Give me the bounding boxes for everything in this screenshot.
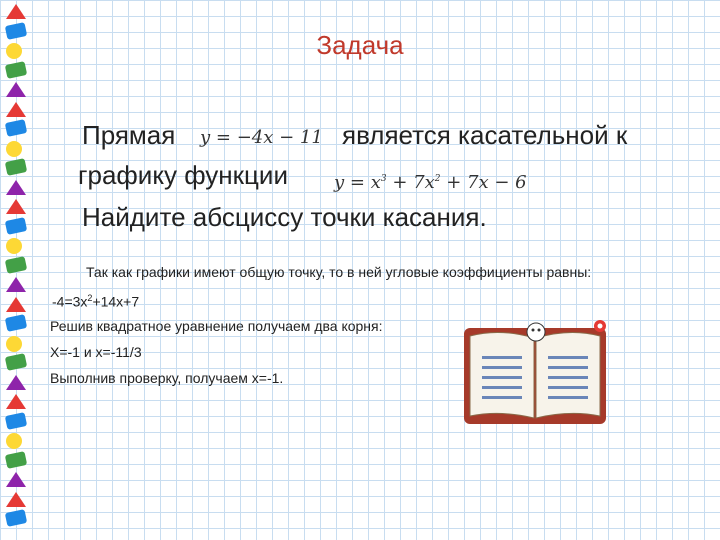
decorative-shape [6,199,26,214]
solution-roots: X=-1 и x=-11/3 [50,344,142,360]
function-formula: $y = x^3 + 7x^2 + 7x - 6$ [334,172,527,193]
decorative-shape [5,217,27,235]
decorative-shape [6,4,26,19]
decorative-shape [6,472,26,487]
decorative-shape [6,375,26,390]
decorative-shape [6,394,26,409]
solution-answer: Выполнив проверку, получаем x=-1. [50,370,284,386]
decorative-shape [6,277,26,292]
page-title: Задача [316,30,404,60]
statement-line3: Найдите абсциссу точки касания. [82,202,487,232]
decorative-shape-strip [0,0,36,540]
solution-intro: Так как графики имеют общую точку, то в ней угловые коэффициенты равны: [86,264,592,280]
decorative-shape [5,119,27,137]
decorative-shape [6,238,22,254]
statement-line1-word: Прямая [82,120,176,150]
solution-equation: $-4=3x^2+14x+7$ [52,293,140,310]
decorative-shape [5,61,27,79]
decorative-shape [6,82,26,97]
decorative-shape [5,412,27,430]
decorative-shape [6,433,22,449]
decorative-shape [5,509,27,527]
decorative-shape [5,314,27,332]
decorative-shape [6,102,26,117]
decorative-shape [6,180,26,195]
decorative-shape [6,336,22,352]
decorative-shape [6,297,26,312]
statement-line1-tail: является касательной к [342,120,628,150]
solution-step2: Решив квадратное уравнение получаем два корня: [50,318,383,334]
decorative-shape [6,492,26,507]
decorative-shape [5,158,27,176]
open-book-icon [460,318,610,428]
decorative-shape [5,256,27,274]
line-formula: y = −4x − 11 [200,127,323,148]
decorative-shape [6,141,22,157]
decorative-shape [5,451,27,469]
decorative-shape [5,353,27,371]
statement-line2-word: графику функции [78,160,288,190]
